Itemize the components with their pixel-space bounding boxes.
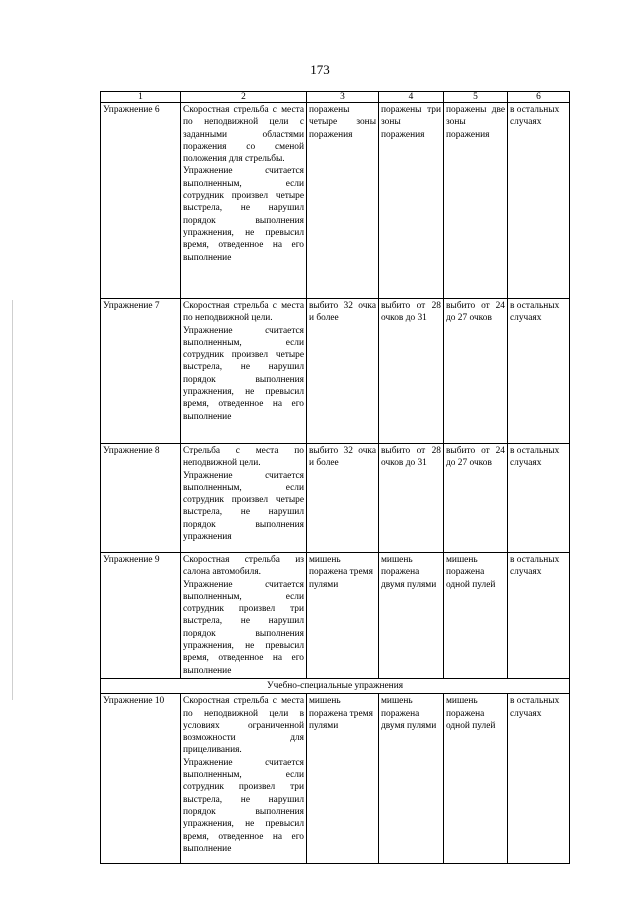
grade-good: мишень поражена двумя пулями [379, 553, 444, 679]
column-number: 3 [307, 92, 379, 103]
table-row [101, 299, 570, 444]
column-number: 4 [379, 92, 444, 103]
description-paragraph: Упражнение считается выполненным, если сотрудник произвел четыре выстрела, не нарушил порядок выполнения упражнения, не превысил время, отведенное на его выполнение [183, 166, 304, 263]
column-number: 5 [444, 92, 508, 103]
section-header-row [101, 678, 570, 693]
description-paragraph: Упражнение считается выполненным, если сотрудник произвел три выстрела, не нарушил порядок выполнения упражнения, не превысил время, отведенное на его выполнение [183, 579, 304, 676]
exercise-description [181, 103, 307, 299]
exercise-name: Упражнение 6 [101, 103, 181, 299]
grade-satisfactory: мишень поражена одной пулей [444, 694, 508, 864]
description-paragraph: Скоростная стрельба из салона автомобиля. [183, 555, 304, 578]
exercise-name: Упражнение 8 [101, 444, 181, 553]
column-number: 6 [508, 92, 570, 103]
table-row [101, 444, 570, 553]
grade-good: поражены три зоны поражения [379, 103, 444, 299]
grade-unsatisfactory: в остальных случаях [508, 444, 570, 553]
exercise-table [100, 91, 570, 864]
grade-unsatisfactory: в остальных случаях [508, 694, 570, 864]
description-paragraph: Упражнение считается выполненным, если сотрудник произвел три выстрела, не нарушил порядок выполнения упражнения, не превысил время, отведенное на его выполнение [183, 757, 304, 854]
grade-satisfactory: выбито от 24 до 27 очков [444, 444, 508, 553]
grade-excellent: мишень поражена тремя пулями [307, 553, 379, 679]
description-paragraph: Скоростная стрельба с места по неподвижной цели с заданными областями поражения со сменой положения для стрельбы. [183, 105, 304, 165]
exercise-name: Упражнение 7 [101, 299, 181, 444]
table-row [101, 103, 570, 299]
exercise-description [181, 553, 307, 679]
description-paragraph: Упражнение считается выполненным, если сотрудник произвел четыре выстрела, не нарушил порядок выполнения упражнения, не превысил время, отведенное на его выполнение [183, 325, 304, 422]
exercise-description [181, 299, 307, 444]
description-paragraph: Стрельба с места по неподвижной цели. [183, 446, 304, 469]
grade-satisfactory: выбито от 24 до 27 очков [444, 299, 508, 444]
table-row [101, 553, 570, 679]
section-title: Учебно-специальные упражнения [101, 678, 570, 693]
exercise-description [181, 694, 307, 864]
column-number: 2 [181, 92, 307, 103]
column-number-row [101, 92, 570, 103]
grade-good: выбито от 28 очков до 31 [379, 444, 444, 553]
description-paragraph: Скоростная стрельба с места по неподвижной цели. [183, 301, 304, 324]
grade-unsatisfactory: в остальных случаях [508, 103, 570, 299]
column-number: 1 [101, 92, 181, 103]
grade-excellent: мишень поражена тремя пулями [307, 694, 379, 864]
scan-artifact-line [12, 300, 13, 700]
grade-good: мишень поражена двумя пулями [379, 694, 444, 864]
table-row [101, 694, 570, 864]
exercise-description [181, 444, 307, 553]
grade-excellent: поражены четыре зоны поражения [307, 103, 379, 299]
exercise-name: Упражнение 9 [101, 553, 181, 679]
description-paragraph: Упражнение считается выполненным, если сотрудник произвел четыре выстрела, не нарушил порядок выполнения упражнения [183, 470, 304, 543]
grade-excellent: выбито 32 очка и более [307, 444, 379, 553]
grade-satisfactory: мишень поражена одной пулей [444, 553, 508, 679]
grade-good: выбито от 28 очков до 31 [379, 299, 444, 444]
exercise-name: Упражнение 10 [101, 694, 181, 864]
grade-unsatisfactory: в остальных случаях [508, 299, 570, 444]
page-number: 173 [310, 62, 330, 77]
description-paragraph: Скоростная стрельба с места по неподвижной цели в условиях ограниченной возможности для прицеливания. [183, 696, 304, 756]
grade-excellent: выбито 32 очка и более [307, 299, 379, 444]
grade-satisfactory: поражены две зоны поражения [444, 103, 508, 299]
grade-unsatisfactory: в остальных случаях [508, 553, 570, 679]
